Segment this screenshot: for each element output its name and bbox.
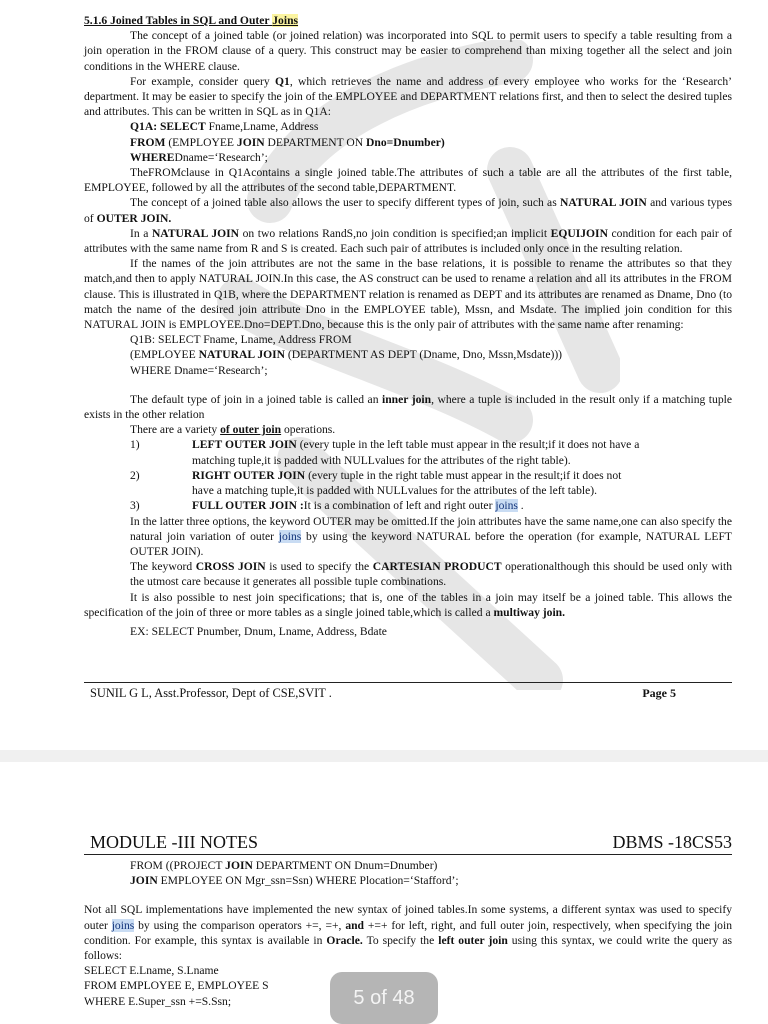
paragraph: The keyword CROSS JOIN is used to specify the CARTESIAN PRODUCT operationalthough this should be used only with the utmost care because it generates all possible tuple combinations. <box>130 560 733 589</box>
query-line: Q1B: SELECT Fname, Lname, Address FROM <box>130 333 352 347</box>
highlighted-word: Joins <box>272 14 299 27</box>
query-line: WHERE Dname=‘Research’; <box>130 363 268 377</box>
query-line: FROM ((PROJECT JOIN DEPARTMENT ON Dnum=Dnumber) <box>130 859 438 872</box>
header-divider <box>84 854 732 855</box>
page-number: Page 5 <box>642 686 676 700</box>
query-line: FROM EMPLOYEE E, EMPLOYEE S <box>84 979 269 993</box>
paragraph: The concept of a joined table (or joined relation) was incorporated into SQL to permit users to specify a table resulting from a join operation in the FROM clause of a query. This construct may be easier to comprehend than mixing together all the select and join conditions in the WHERE clause. <box>84 29 732 73</box>
page-footer <box>90 686 676 701</box>
example-query: EX: SELECT Pnumber, Dnum, Lname, Address, Bdate <box>130 624 387 638</box>
section-heading: 5.1.6 Joined Tables in SQL and Outer Joins <box>84 14 299 27</box>
list-item: 3) FULL OUTER JOIN :It is a combination of left and right outer joins . <box>130 499 524 513</box>
paragraph: The concept of a joined table also allows the user to specify different types of join, such as NATURAL JOIN and various types of OUTER JOIN. <box>84 196 732 225</box>
query-line: WHEREDname=‘Research’; <box>130 150 268 164</box>
footer-divider <box>84 682 732 683</box>
paragraph: If the names of the join attributes are not the same in the base relations, it is possible to rename the attributes so that they match,and then to apply NATURAL JOIN.In this case, the AS construct can be used to rename a relation and all its attributes in the FROM clause. This is illustrated in Q1B, where the DEPARTMENT relation is renamed as DEPT and its attributes are renamed as Dname, Dno (to match the name of the desired join attribute Dno in the EMPLOYEE table), Mssn, and Msdate. The implied join condition for this NATURAL JOIN is EMPLOYEE.Dno=DEPT.Dno, because this is the only pair of attributes with the same name after renaming: <box>84 257 732 332</box>
paragraph: There are a variety of outer join operations. <box>130 423 336 437</box>
paragraph: For example, consider query Q1, which retrieves the name and address of every employee who works for the ‘Research’ department. It may be easier to specify the join of the EMPLOYEE and DEPARTMENT relations first, and then to select the desired tuples and attributes. This can be written in SQL as in Q1A: <box>84 74 732 119</box>
list-item-continuation: matching tuple,it is padded with NULLvalues for the attributes of the right table). <box>192 453 571 467</box>
list-item: 1) LEFT OUTER JOIN (every tuple in the left table must appear in the result;if it does not have a <box>130 438 640 452</box>
search-highlight: joins <box>111 918 135 932</box>
list-item: 2) RIGHT OUTER JOIN (every tuple in the right table must appear in the result;if it does not <box>130 468 622 482</box>
module-title: MODULE -III NOTES <box>90 832 258 852</box>
search-highlight: joins <box>278 529 302 543</box>
footer-author: SUNIL G L, Asst.Professor, Dept of CSE,SVIT . <box>90 686 332 700</box>
page-body <box>84 13 732 639</box>
page-indicator: 5 of 48 <box>330 972 438 1024</box>
page-header <box>90 832 732 853</box>
paragraph: In a NATURAL JOIN on two relations RandS,no join condition is specified;an implicit EQUIJOIN condition for each pair of attributes with the same name from R and S is created. Each such pair of attributes is included only once in the resulting relation. <box>84 226 732 256</box>
search-highlight: joins <box>495 499 518 513</box>
list-item-continuation: have a matching tuple,it is padded with NULLvalues for the attributes of the left table). <box>192 484 598 498</box>
paragraph: TheFROMclause in Q1Acontains a single joined table.The attributes of such a table are all the attributes of the first table, EMPLOYEE, followed by all the attributes of the second table,DEPARTMENT. <box>84 166 732 195</box>
paragraph: Not all SQL implementations have implemented the new syntax of joined tables.In some systems, a different syntax was used to specify outer joins by using the comparison operators +=, =+, and +=+ for left, right, and full outer join, respectively, when specifying the join condition. For example, this syntax is available in Oracle. To specify the left outer join using this syntax, we could write the query as follows: <box>84 903 732 963</box>
query-line: JOIN EMPLOYEE ON Mgr_ssn=Ssn) WHERE Plocation=‘Stafford’; <box>130 874 459 888</box>
paragraph: In the latter three options, the keyword OUTER may be omitted.If the join attributes have the same name,one can also specify the natural join variation of outer joins by using the keyword NATURAL before the operation (for example, NATURAL LEFT OUTER JOIN). <box>130 514 732 558</box>
query-line: Q1A: SELECT Fname,Lname, Address <box>130 120 319 134</box>
paragraph: The default type of join in a joined table is called an inner join, where a tuple is included in the result only if a matching tuple exists in the other relation <box>84 392 732 422</box>
query-line: (EMPLOYEE NATURAL JOIN (DEPARTMENT AS DEPT (Dname, Dno, Mssn,Msdate))) <box>130 348 563 362</box>
paragraph: It is also possible to nest join specifications; that is, one of the tables in a join may itself be a joined table. This allows the specification of the join of three or more tables as a single joined table,which is called a multiway join. <box>84 590 732 619</box>
query-line: FROM (EMPLOYEE JOIN DEPARTMENT ON Dno=Dnumber) <box>130 135 445 149</box>
course-code: DBMS -18CS53 <box>612 832 732 852</box>
query-line: WHERE E.Super_ssn +=S.Ssn; <box>84 994 232 1008</box>
query-line: SELECT E.Lname, S.Lname <box>84 964 219 978</box>
